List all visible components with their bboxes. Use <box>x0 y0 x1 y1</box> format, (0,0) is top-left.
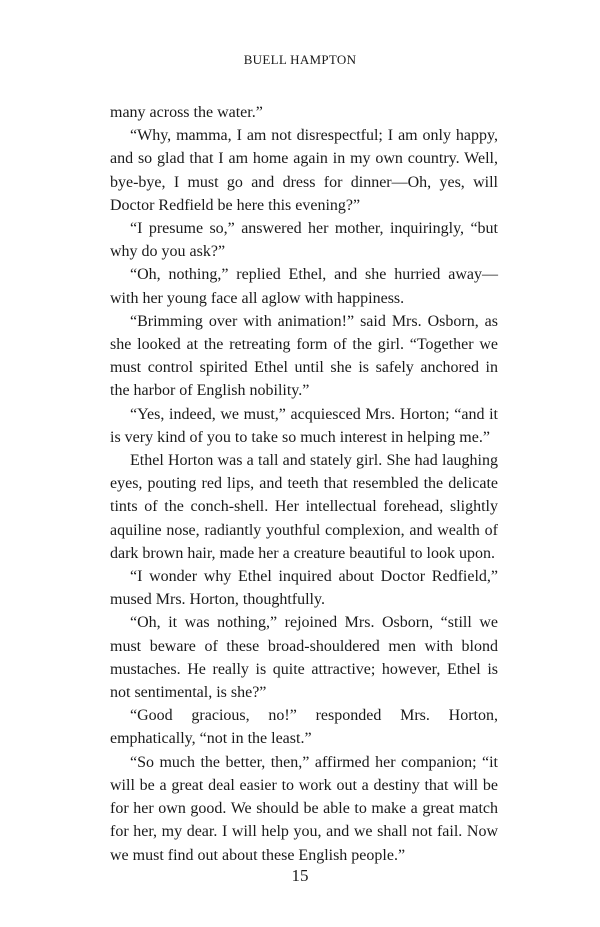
body-text <box>110 101 498 867</box>
paragraph: “So much the better, then,” affirmed her companion; “it will be a great deal easier to work out a destiny that will be for her own good. We should be able to make a great match for her, my dear. I will help you, and we shall not fail. Now we must find out about these English people.” <box>110 753 498 864</box>
paragraph: “Brimming over with animation!” said Mrs. Osborn, as she looked at the retreating form of the girl. “Together we must control spirited Ethel until she is safely anchored in the harbor of English nobility.” <box>110 312 498 400</box>
paragraph: “Why, mamma, I am not disrespectful; I am only happy, and so glad that I am home again in my own country. Well, bye-bye, I must go and dress for dinner—Oh, yes, will Doctor Redfield be here this evening?” <box>110 127 498 214</box>
running-head: BUELL HAMPTON <box>243 52 357 67</box>
paragraph: Ethel Horton was a tall and stately girl. She had laughing eyes, pouting red lips, and teeth that resembled the delicate tints of the conch-shell. Her intellectual forehead, slightly aquiline nose, radiantly youthful complexion, and wealth of dark brown hair, made her a creature beautiful to look upon. <box>110 452 498 562</box>
paragraph: many across the water.” <box>110 104 263 121</box>
paragraph: “Yes, indeed, we must,” acquiesced Mrs. Horton; “and it is very kind of you to take so much interest in helping me.” <box>110 405 498 446</box>
page-number: 15 <box>291 866 309 885</box>
paragraph: “I presume so,” answered her mother, inquiringly, “but why do you ask?” <box>110 220 498 261</box>
paragraph: “Good gracious, no!” responded Mrs. Horton, emphatically, “not in the least.” <box>110 707 498 748</box>
paragraph: “Oh, it was nothing,” rejoined Mrs. Osborn, “still we must beware of these broad-shouldered men with blond mustaches. He really is quite attractive; however, Ethel is not sentimental, is she?” <box>110 614 498 702</box>
paragraph: “Oh, nothing,” replied Ethel, and she hurried away—with her young face all aglow with happiness. <box>110 266 498 307</box>
paragraph: “I wonder why Ethel inquired about Doctor Redfield,” mused Mrs. Horton, thoughtfully. <box>110 568 498 609</box>
